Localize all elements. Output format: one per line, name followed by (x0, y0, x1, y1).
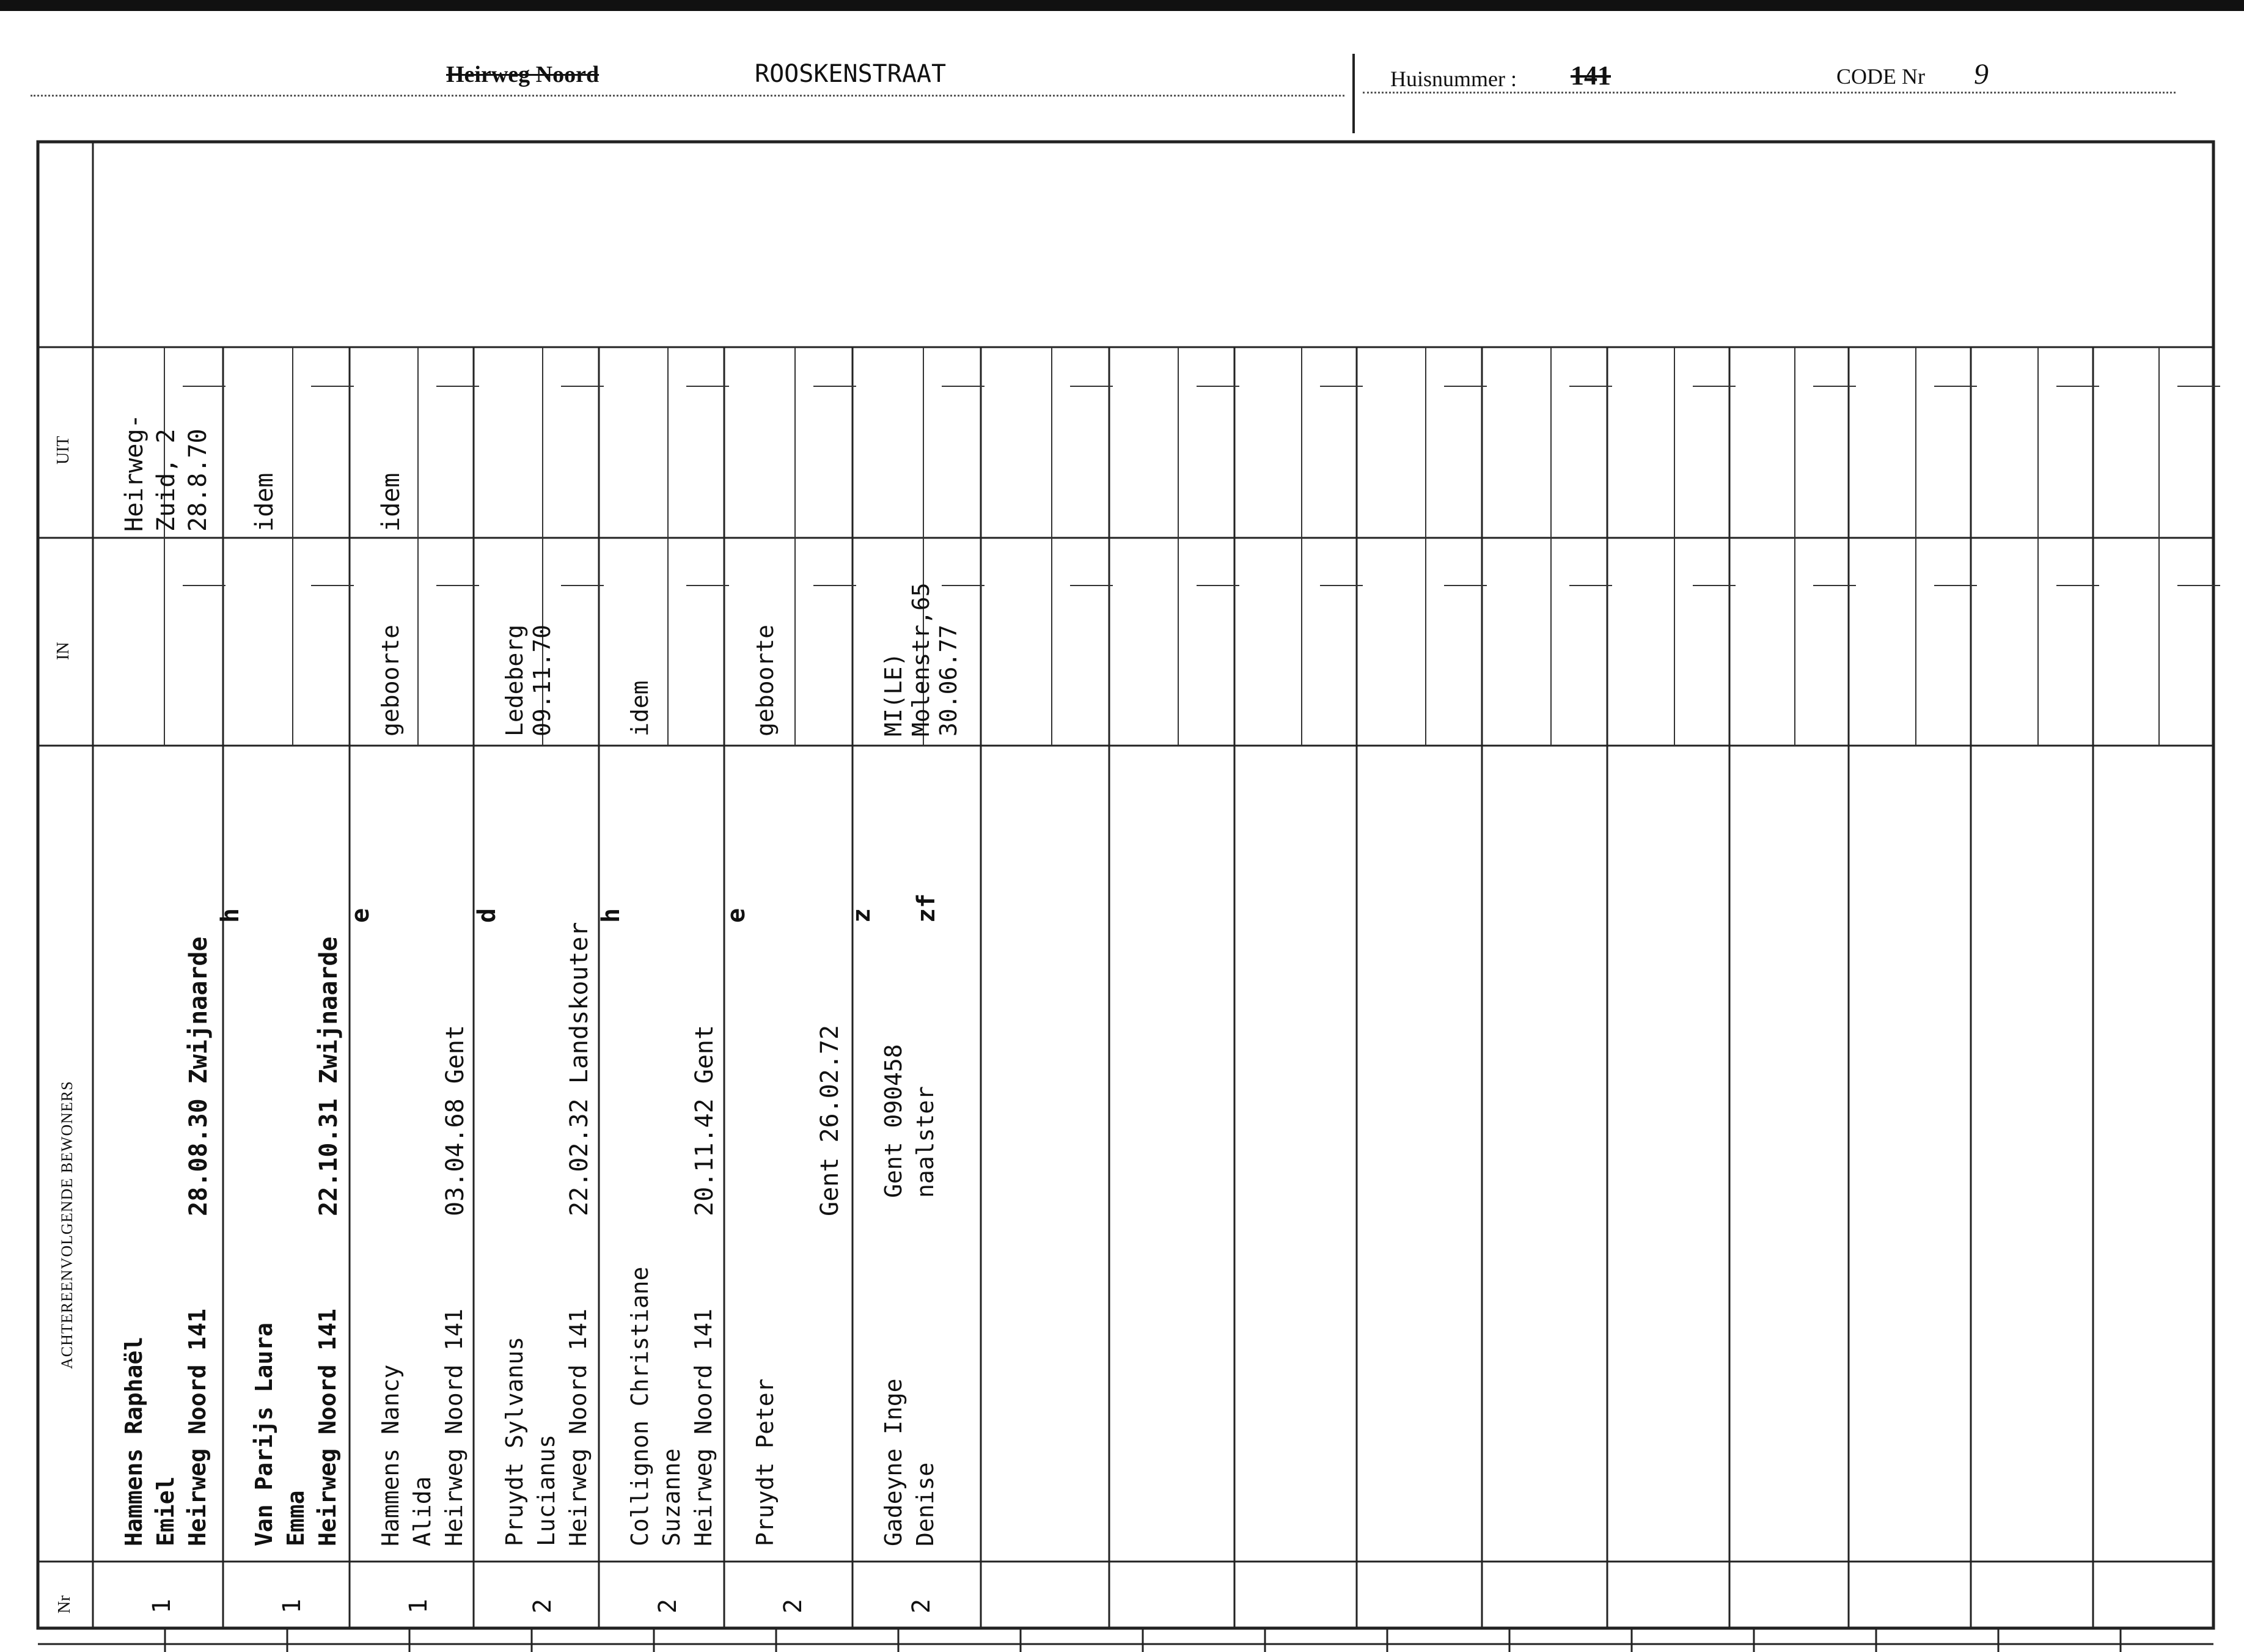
household-code: e (346, 908, 375, 923)
residents-column-label: ACHTEREENVOLGENDE BEWONERS (58, 1081, 76, 1369)
birth-line: 22.10.31 Zwijnaarde (315, 936, 343, 1216)
out-column-label: UIT (54, 436, 73, 464)
record-nr: 2 (908, 1598, 936, 1613)
resident-line: Gadeyne Inge (880, 1378, 907, 1546)
record-nr: 2 (779, 1598, 807, 1613)
resident-line: Pruydt Peter (752, 1378, 779, 1546)
resident-line: Hammens Nancy (377, 1364, 404, 1546)
resident-line: Heirweg Noord 141 (690, 1309, 717, 1546)
in-column-label: IN (54, 642, 73, 660)
nr-column-label: Nr (55, 1595, 74, 1613)
house-number-label: Huisnummer : (1390, 67, 1517, 91)
birth-line: 20.11.42 Gent (691, 1024, 719, 1216)
household-code: h (597, 908, 625, 923)
in-entry: geboorte (752, 624, 779, 736)
record-nr: 1 (405, 1598, 433, 1613)
out-entry: 28.8.70 (184, 428, 212, 532)
birth-line: naalster (912, 1085, 939, 1198)
resident-line: Heirweg Noord 141 (184, 1309, 211, 1546)
resident-line: Suzanne (658, 1448, 685, 1546)
household-code: d (473, 908, 501, 923)
birth-line: 22.02.32 Landskouter (565, 922, 593, 1216)
household-code: h (216, 908, 244, 923)
record-nr: 1 (148, 1598, 176, 1613)
household-code: z (848, 908, 876, 923)
in-entry: Molenstr,65 (908, 582, 934, 736)
record-nr: 2 (529, 1598, 557, 1613)
street-new-name: ROOSKENSTRAAT (755, 60, 947, 88)
household-code: e (722, 908, 750, 923)
resident-line: Heirweg Noord 141 (441, 1309, 468, 1546)
birth-line: 03.04.68 Gent (441, 1024, 469, 1216)
resident-line: Denise (912, 1462, 939, 1546)
out-entry: Zuid, 2 (152, 428, 180, 532)
resident-line: Van Parijs Laura (251, 1322, 277, 1546)
resident-line: Heirweg Noord 141 (565, 1309, 592, 1546)
street-old-name: Heirweg Noord (446, 62, 600, 87)
out-entry: idem (251, 472, 279, 532)
resident-line: Lucianus (533, 1434, 560, 1546)
resident-line: Emiel (152, 1476, 179, 1546)
in-entry: 30.06.77 (935, 624, 962, 736)
house-number-value: 141 (1571, 61, 1611, 90)
resident-line: Alida (409, 1476, 436, 1546)
resident-line: Emma (282, 1490, 309, 1546)
in-entry: Ledeberg (501, 624, 528, 736)
code-label: CODE Nr (1836, 64, 1925, 89)
in-entry: 09.11.70 (529, 624, 556, 736)
in-entry: MI(LE) (880, 652, 907, 736)
in-entry: geboorte (377, 624, 404, 736)
household-code: zf (912, 893, 941, 923)
record-nr: 1 (278, 1598, 306, 1613)
birth-line: Gent 090458 (880, 1044, 907, 1198)
resident-line: Hammens Raphaël (120, 1336, 147, 1546)
birth-line: 28.08.30 Zwijnaarde (185, 936, 213, 1216)
resident-line: Collignon Christiane (626, 1266, 653, 1546)
resident-line: Heirweg Noord 141 (314, 1309, 341, 1546)
code-value: 9 (1974, 58, 1989, 90)
out-entry: Heirweg- (120, 414, 148, 532)
in-entry: idem (626, 680, 653, 736)
record-nr: 2 (654, 1598, 682, 1613)
out-entry: idem (377, 472, 405, 532)
resident-line: Pruydt Sylvanus (501, 1336, 528, 1546)
birth-line: Gent 26.02.72 (816, 1024, 844, 1216)
